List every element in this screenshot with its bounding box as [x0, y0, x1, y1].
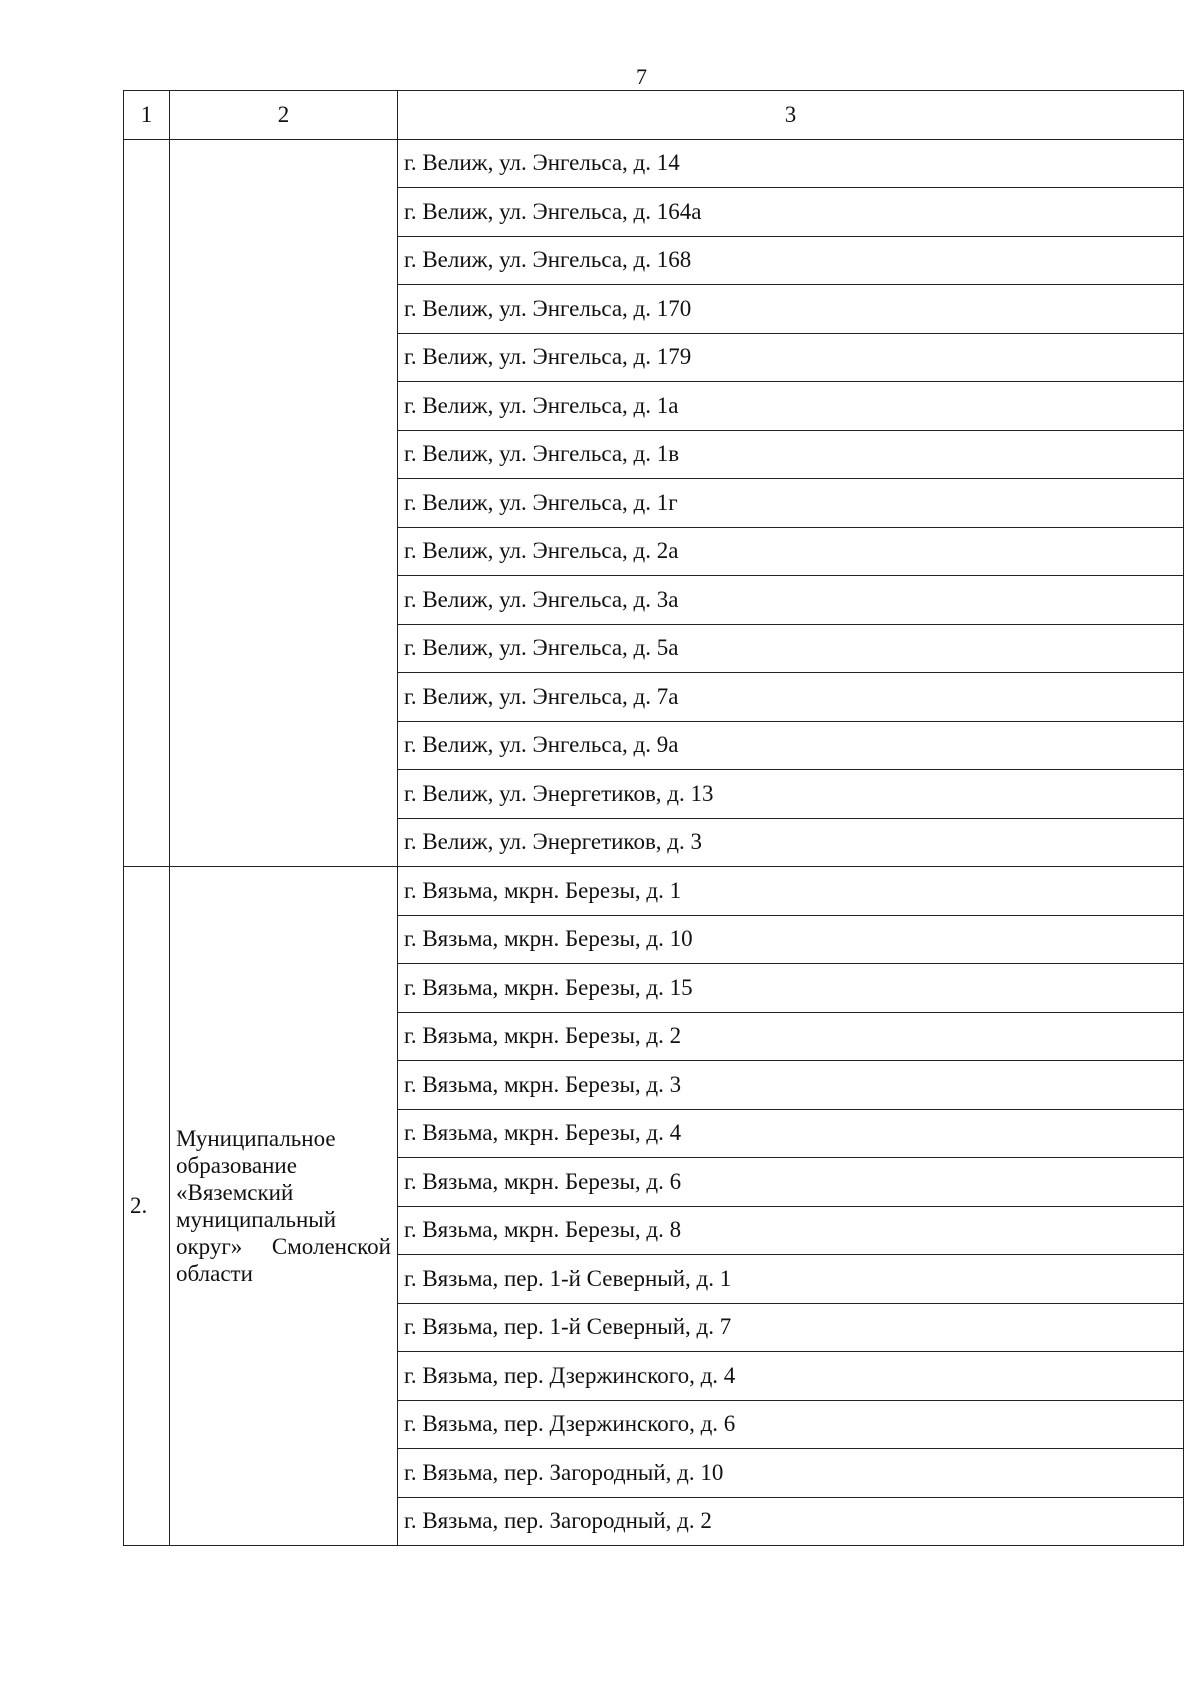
- address-cell: г. Вязьма, мкрн. Березы, д. 1: [398, 867, 1184, 916]
- address-cell: г. Велиж, ул. Энгельса, д. 7а: [398, 673, 1184, 722]
- address-cell: г. Вязьма, пер. Загородный, д. 10: [398, 1449, 1184, 1498]
- address-cell: г. Велиж, ул. Энгельса, д. 179: [398, 333, 1184, 382]
- column-header-2: 2: [170, 91, 398, 140]
- row-number: 2.: [124, 867, 170, 1546]
- address-cell: г. Вязьма, мкрн. Березы, д. 4: [398, 1109, 1184, 1158]
- address-cell: г. Велиж, ул. Энгельса, д. 164а: [398, 188, 1184, 237]
- address-cell: г. Вязьма, мкрн. Березы, д. 3: [398, 1061, 1184, 1110]
- address-table: [123, 90, 1184, 1546]
- address-cell: г. Вязьма, пер. 1-й Северный, д. 7: [398, 1303, 1184, 1352]
- address-cell: г. Вязьма, мкрн. Березы, д. 6: [398, 1158, 1184, 1207]
- address-cell: г. Велиж, ул. Энгельса, д. 1а: [398, 382, 1184, 431]
- address-cell: г. Вязьма, мкрн. Березы, д. 10: [398, 915, 1184, 964]
- address-cell: г. Велиж, ул. Энгельса, д. 14: [398, 139, 1184, 188]
- address-cell: г. Велиж, ул. Энгельса, д. 170: [398, 285, 1184, 334]
- table-row: [124, 867, 1184, 916]
- address-cell: г. Велиж, ул. Энгельса, д. 1в: [398, 430, 1184, 479]
- municipal-entity-cell: Муниципальное образование «Вяземский муниципальный округ» Смоленской области: [170, 867, 398, 1546]
- row-number: [124, 139, 170, 867]
- address-cell: г. Велиж, ул. Энгельса, д. 5а: [398, 624, 1184, 673]
- address-cell: г. Вязьма, пер. Дзержинского, д. 6: [398, 1400, 1184, 1449]
- column-header-1: 1: [124, 91, 170, 140]
- address-cell: г. Велиж, ул. Энгельса, д. 1г: [398, 479, 1184, 528]
- address-cell: г. Велиж, ул. Энгельса, д. 3а: [398, 576, 1184, 625]
- address-cell: г. Велиж, ул. Энергетиков, д. 3: [398, 818, 1184, 867]
- address-cell: г. Велиж, ул. Энгельса, д. 168: [398, 236, 1184, 285]
- table-row: [124, 139, 1184, 188]
- address-cell: г. Вязьма, пер. Дзержинского, д. 4: [398, 1352, 1184, 1401]
- address-cell: г. Вязьма, пер. Загородный, д. 2: [398, 1497, 1184, 1546]
- address-cell: г. Вязьма, мкрн. Березы, д. 8: [398, 1206, 1184, 1255]
- column-header-3: 3: [398, 91, 1184, 140]
- table-header-row: [124, 91, 1184, 140]
- address-cell: г. Вязьма, мкрн. Березы, д. 15: [398, 964, 1184, 1013]
- address-cell: г. Велиж, ул. Энергетиков, д. 13: [398, 770, 1184, 819]
- table-body: [124, 139, 1184, 1546]
- address-cell: г. Вязьма, мкрн. Березы, д. 2: [398, 1012, 1184, 1061]
- municipal-entity-cell: [170, 139, 398, 867]
- address-cell: г. Велиж, ул. Энгельса, д. 9а: [398, 721, 1184, 770]
- page-number: 7: [636, 64, 647, 89]
- address-cell: г. Велиж, ул. Энгельса, д. 2а: [398, 527, 1184, 576]
- address-cell: г. Вязьма, пер. 1-й Северный, д. 1: [398, 1255, 1184, 1304]
